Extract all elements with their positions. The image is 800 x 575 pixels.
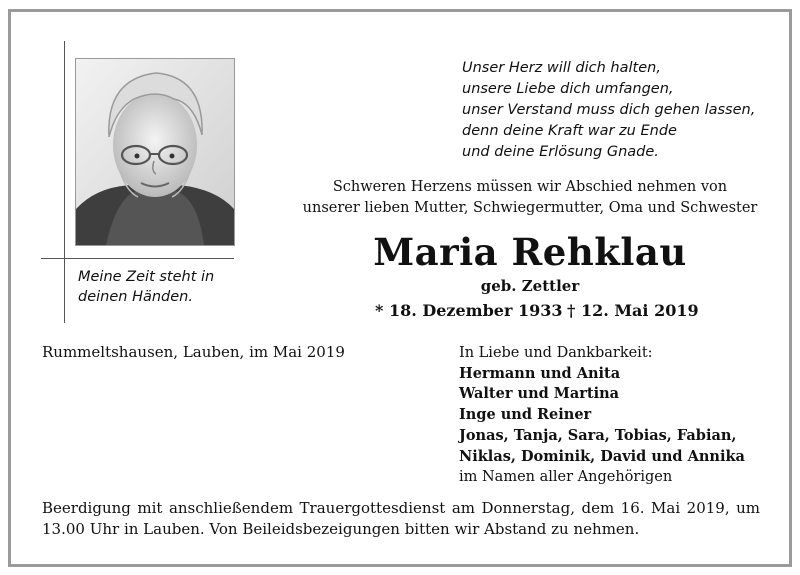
poem: [462, 58, 755, 163]
mourners-heading: In Liebe und Dankbarkeit:: [459, 345, 653, 361]
motto-quote: [78, 267, 214, 307]
mourner-name: Hermann und Anita: [459, 364, 621, 382]
cross-horizontal-line: [41, 258, 234, 259]
intro-line: unserer lieben Mutter, Schwiegermutter, Oma und Schwester: [302, 200, 758, 216]
place-and-date: Rummeltshausen, Lauben, im Mai 2019: [42, 343, 345, 361]
poem-line: unsere Liebe dich umfangen,: [462, 81, 674, 97]
death-date: † 12. Mai 2019: [567, 301, 699, 320]
birth-date: * 18. Dezember 1933: [375, 301, 563, 320]
mourner-name: Niklas, Dominik, David und Annika: [459, 447, 745, 465]
poem-line: Unser Herz will dich halten,: [462, 60, 661, 76]
mourner-name: Inge und Reiner: [459, 406, 592, 424]
mourners-list: [459, 343, 745, 488]
maiden-name: geb. Zettler: [480, 277, 580, 295]
poem-line: denn deine Kraft war zu Ende: [462, 123, 677, 139]
funeral-details: Beerdigung mit anschließendem Trauergottesdienst am Donnerstag, dem 16. Mai 2019, um 13.00 Uhr in Lauben. Von Beileidsbezeigungen bitten wir Abstand zu nehmen.: [42, 499, 760, 538]
mourners-closing: im Namen aller Angehörigen: [459, 469, 673, 486]
poem-line: und deine Erlösung Gnade.: [462, 144, 659, 160]
cross-vertical-line: [64, 41, 65, 323]
poem-line: unser Verstand muss dich gehen lassen,: [462, 102, 756, 118]
mourner-name: Jonas, Tanja, Sara, Tobias, Fabian,: [459, 426, 737, 444]
motto-line: deinen Händen.: [78, 289, 193, 305]
announcement-intro: [260, 177, 800, 219]
intro-line: Schweren Herzens müssen wir Abschied nehmen von: [332, 179, 728, 195]
deceased-name: Maria Rehklau: [373, 230, 687, 274]
motto-line: Meine Zeit steht in: [78, 269, 215, 285]
portrait-photo: [75, 58, 235, 246]
mourner-name: Walter und Martina: [459, 385, 620, 403]
